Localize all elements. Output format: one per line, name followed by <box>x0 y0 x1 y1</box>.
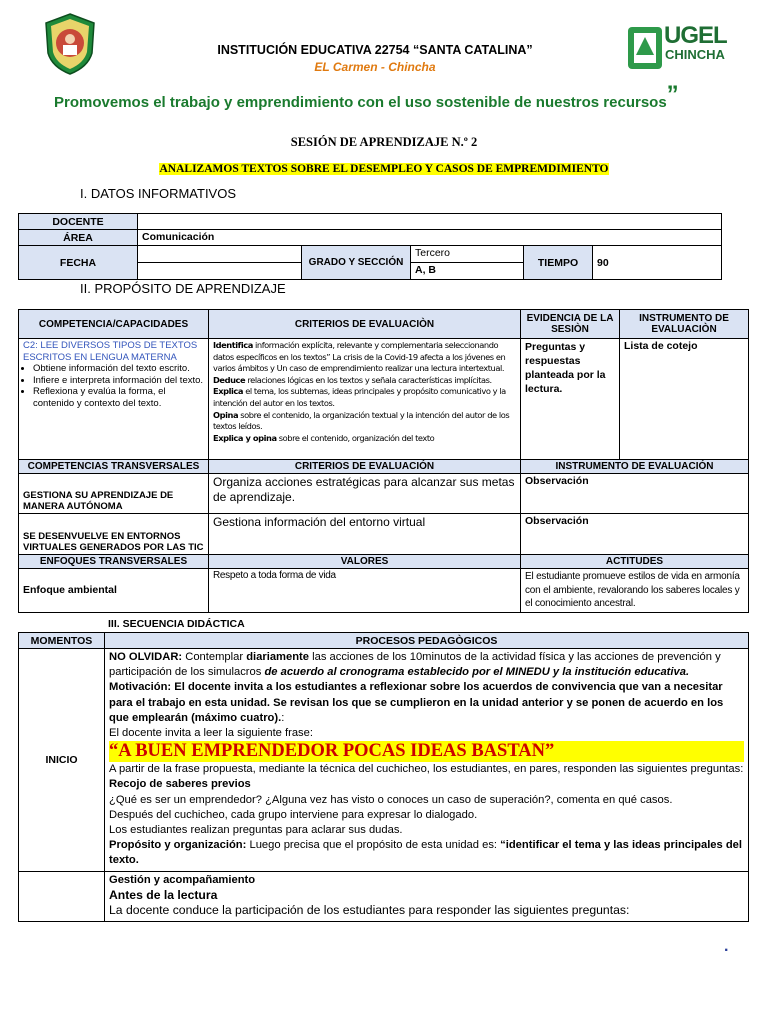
grado-value: Tercero <box>411 246 524 263</box>
invita-frase: El docente invita a leer la siguiente frase: <box>109 727 313 740</box>
area-label: ÁREA <box>19 230 138 246</box>
proposito-table <box>18 309 749 613</box>
cuchicheo-text: A partir de la frase propuesta, mediante la técnica del cuchicheo, los estudiantes, en pares, responden las siguientes preguntas: <box>109 763 744 776</box>
transv-criterio: Gestiona información del entorno virtual <box>209 514 521 555</box>
section-secuencia-heading: III. SECUENCIA DIDÁCTICA <box>108 618 245 630</box>
criterio-item <box>213 386 516 409</box>
no-olvidar-bold: diariamente <box>246 651 309 663</box>
no-olvidar-italic: de acuerdo al cronograma establecido por el MINEDU y la institución educativa. <box>264 666 690 679</box>
motto-text: Promovemos el trabajo y emprendimiento con el uso sostenible de nuestros recursos <box>54 94 667 111</box>
actitud-value: El estudiante promueve estilos de vida en armonía con el ambiente, revalorando los saberes locales y el conocimiento ancestral. <box>521 569 749 613</box>
transv-instrumento: Observación <box>521 474 749 514</box>
col-criterios: CRITERIOS DE EVALUACIÒN <box>209 310 521 339</box>
valor-value: Respeto a toda forma de vida <box>209 569 521 613</box>
criterio-item <box>213 375 516 387</box>
criterios-cell <box>209 339 521 460</box>
no-olvidar <box>109 650 744 680</box>
despues-text: Después del cuchicheo, cada grupo interviene para expresar lo dialogado. <box>109 808 478 821</box>
motivacion-tail: : <box>281 711 285 724</box>
criterio-verb: Explica <box>213 386 244 397</box>
criterio-verb: Deduce <box>213 374 246 385</box>
procesos-label: PROCESOS PEDAGÒGICOS <box>105 633 749 649</box>
capacidad-item: • Obtiene información del texto escrito. <box>33 363 204 375</box>
session-subtitle: ANALIZAMOS TEXTOS SOBRE EL DESEMPLEO Y CASOS DE EMPREMDIMIENTO <box>159 163 609 175</box>
transv-competencia: GESTIONA SU APRENDIZAJE DE MANERA AUTÓNOMA <box>19 474 209 514</box>
transv-instrumento-label: INSTRUMENTO DE EVALUACIÓN <box>521 460 749 474</box>
proposito-organizacion <box>109 838 744 868</box>
no-olvidar-text-2: las acciones de los 10minutos de la actividad física y las acciones de prevención y participación de los simulacros <box>109 651 721 679</box>
institution-location: EL Carmen - Chincha <box>314 60 436 74</box>
criterio-text: sobre el contenido, organización del texto <box>276 432 435 443</box>
criterio-text: el tema, los subtemas, ideas principales y propósito comunicativo y la intención del autor en los textos. <box>213 386 506 408</box>
criterio-verb: Opina <box>213 409 239 420</box>
docente-label: DOCENTE <box>19 214 138 230</box>
criterio-text: información explícita, relevante y complementaria seleccionando datos específicos en los textos” La crisis de la Covid-19 afecta a los jóvenes en varios ámbitos y Un caso de emprendimiento realizar una lectura intertextual. <box>213 340 506 374</box>
actitudes-label: ACTITUDES <box>521 555 749 569</box>
transv-instrumento: Observación <box>521 514 749 555</box>
realizan-text: Los estudiantes realizan preguntas para aclarar sus dudas. <box>109 824 403 837</box>
evidencia-cell: Preguntas y respuestas planteada por la lectura. <box>521 339 620 460</box>
fecha-label: FECHA <box>19 246 138 280</box>
col-instrumento: INSTRUMENTO DE EVALUACIÒN <box>620 310 749 339</box>
inicio-content <box>105 649 749 872</box>
desarrollo-cell <box>19 871 105 921</box>
frase-highlight: “A BUEN EMPRENDEDOR POCAS IDEAS BASTAN” <box>109 741 744 762</box>
criterio-text: relaciones lógicas en los textos y señala características implícitas. <box>245 374 492 385</box>
footer-mark: . <box>724 938 729 955</box>
recojo-label: Recojo de saberes previos <box>109 778 251 791</box>
seccion-value: A, B <box>411 263 524 280</box>
fecha-value <box>138 246 302 263</box>
section-datos-heading: I. DATOS INFORMATIVOS <box>80 186 237 201</box>
transv-criterio: Organiza acciones estratégicas para alcanzar sus metas de aprendizaje. <box>209 474 521 514</box>
docente-value <box>138 214 722 230</box>
gestion-content <box>105 871 749 921</box>
proposito-bold: “identificar el tema y las ideas principales del texto. <box>109 839 743 867</box>
no-olvidar-label: NO OLVIDAR: <box>109 651 183 663</box>
motto <box>54 81 734 111</box>
antes-label: Antes de la lectura <box>109 887 218 902</box>
transv-criterios-label: CRITERIOS DE EVALUACIÓN <box>209 460 521 474</box>
fecha-value-2 <box>138 263 302 280</box>
secuencia-table <box>18 632 749 922</box>
instrumento-cell: Lista de cotejo <box>620 339 749 460</box>
session-title: SESIÓN DE APRENDIZAJE N.º 2 <box>290 135 478 149</box>
capacidad-item: • Reflexiona y evalúa la forma, el contenido y contexto del texto. <box>33 386 204 409</box>
no-olvidar-text: Contemplar <box>182 651 247 663</box>
ugel-logo <box>626 22 726 74</box>
transv-competencia: SE DESENVUELVE EN ENTORNOS VIRTUALES GENERADOS POR LAS TIC <box>19 514 209 555</box>
col-evidencia: EVIDENCIA DE LA SESIÒN <box>521 310 620 339</box>
criterio-text: sobre el contenido, la organización textual y la intención del autor de los textos leídos. <box>213 409 510 432</box>
transv-label: COMPETENCIAS TRANSVERSALES <box>19 460 209 474</box>
criterio-item <box>213 340 516 375</box>
valores-label: VALORES <box>209 555 521 569</box>
grado-label: GRADO Y SECCIÓN <box>302 246 411 280</box>
tiempo-label: TIEMPO <box>524 246 593 280</box>
col-competencia: COMPETENCIA/CAPACIDADES <box>19 310 209 339</box>
area-value: Comunicación <box>138 230 722 246</box>
capacidad-item: • Infiere e interpreta información del texto. <box>33 375 204 387</box>
ugel-subtitle: CHINCHA <box>665 47 725 62</box>
ugel-title: UGEL <box>664 22 727 49</box>
gestion-label: Gestión y acompañamiento <box>109 873 256 886</box>
pregunta-text: ¿Qué es ser un emprendedor? ¿Alguna vez has visto o conoces un caso de superación?, comenta en qué casos. <box>109 793 673 806</box>
criterio-item <box>213 433 516 445</box>
inicio-label: INICIO <box>19 649 105 872</box>
conduce-text: La docente conduce la participación de los estudiantes para responder las siguientes preguntas: <box>109 902 630 917</box>
capacidades-list <box>23 363 204 409</box>
enfoque-value: Enfoque ambiental <box>19 569 209 613</box>
motto-quote: ” <box>666 81 679 108</box>
institution-name: INSTITUCIÓN EDUCATIVA 22754 “SANTA CATALINA” <box>217 43 533 57</box>
motivacion <box>109 680 744 726</box>
enfoques-label: ENFOQUES TRANSVERSALES <box>19 555 209 569</box>
competencia-title: C2: LEE DIVERSOS TIPOS DE TEXTOS ESCRITOS EN LENGUA MATERNA <box>23 340 198 363</box>
proposito-label: Propósito y organización: <box>109 839 247 852</box>
momentos-label: MOMENTOS <box>19 633 105 649</box>
section-proposito-heading: II. PROPÓSITO DE APRENDIZAJE <box>80 281 286 296</box>
criterio-verb: Identifica <box>213 340 253 350</box>
criterio-verb: Explica y opina <box>213 432 277 443</box>
tiempo-value: 90 <box>593 246 722 280</box>
session-subtitle-wrap <box>60 159 708 177</box>
datos-table <box>18 213 722 280</box>
competencia-cell <box>19 339 209 460</box>
school-crest-logo <box>44 13 96 75</box>
criterio-item <box>213 410 516 433</box>
motivacion-text: Motivación: El docente invita a los estudiantes a reflexionar sobre los acuerdos de convivencia que van a necesitar para el trabajo en esta unidad. Se revisan los que se cumplieron en la unidad anterior y se ponen de acuerdo en los que emplearán (máximo cuatro). <box>109 681 724 724</box>
proposito-text: Luego precisa que el propósito de esta unidad es: <box>246 839 501 852</box>
